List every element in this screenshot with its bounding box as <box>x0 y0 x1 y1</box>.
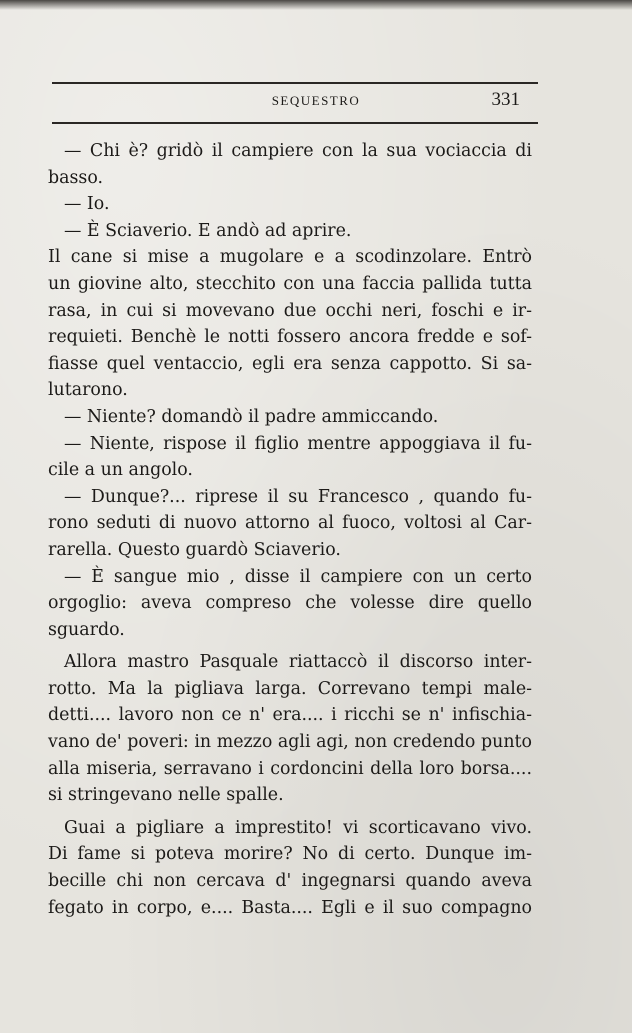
text-line: — È Sciaverio. E andò ad aprire. <box>64 220 352 241</box>
text-line: basso. <box>48 167 104 188</box>
text-line: alla miseria, serravano i cordoncini della loro borsa.... <box>48 758 532 779</box>
page-number: 331 <box>491 89 520 110</box>
text-line: rarella. Questo guardò Sciaverio. <box>48 539 341 560</box>
text-line: Guai a pigliare a imprestito! vi scorticavano vivo. <box>64 817 532 838</box>
text-line: un giovine alto, stecchito con una faccia pallida tutta <box>48 273 532 294</box>
text-line: detti.... lavoro non ce n' era.... i ricchi se n' infischia- <box>48 705 532 726</box>
text-line: — Niente? domandò il padre ammiccando. <box>64 406 439 427</box>
body-text <box>48 138 532 921</box>
header-rule-top <box>52 82 538 84</box>
text-line: fiasse quel ventaccio, egli era senza cappotto. Si sa- <box>48 353 532 374</box>
text-line: — Niente, rispose il figlio mentre appoggiava il fu- <box>64 433 532 454</box>
text-line: Allora mastro Pasquale riattaccò il discorso inter- <box>64 652 532 673</box>
text-line: rasa, in cui si movevano due occhi neri, foschi e ir- <box>48 300 532 321</box>
text-line: lutarono. <box>48 380 128 401</box>
text-line: fegato in corpo, e.... Basta.... Egli e il suo compagno <box>48 897 532 918</box>
text-line: — Dunque?... riprese il su Francesco , quando fu- <box>64 486 532 507</box>
text-line: si stringevano nelle spalle. <box>48 785 284 806</box>
text-line: orgoglio: aveva compreso che volesse dire quello <box>48 593 532 614</box>
header-rule-bottom <box>52 122 538 124</box>
text-line: — È sangue mio , disse il campiere con un certo <box>64 566 532 587</box>
text-line: sguardo. <box>48 619 125 640</box>
text-line: becille chi non cercava d' ingegnarsi quando aveva <box>48 871 532 892</box>
text-line: — Io. <box>64 194 110 215</box>
text-line: vano de' poveri: in mezzo agli agi, non credendo punto <box>48 732 532 753</box>
text-line: Di fame si poteva morire? No di certo. Dunque im- <box>48 844 532 865</box>
scan-edge-shadow <box>0 0 632 10</box>
text-line: Il cane si mise a mugolare e a scodinzolare. Entrò <box>48 247 532 268</box>
text-line: rotto. Ma la pigliava larga. Correvano tempi male- <box>48 678 532 699</box>
running-title: SEQUESTRO <box>271 93 361 108</box>
text-line: cile a un angolo. <box>48 460 193 481</box>
text-line: rono seduti di nuovo attorno al fuoco, voltosi al Car- <box>48 513 532 534</box>
text-line: requieti. Benchè le notti fossero ancora fredde e sof- <box>48 327 532 348</box>
text-line: — Chi è? gridò il campiere con la sua vociaccia di <box>64 141 532 161</box>
